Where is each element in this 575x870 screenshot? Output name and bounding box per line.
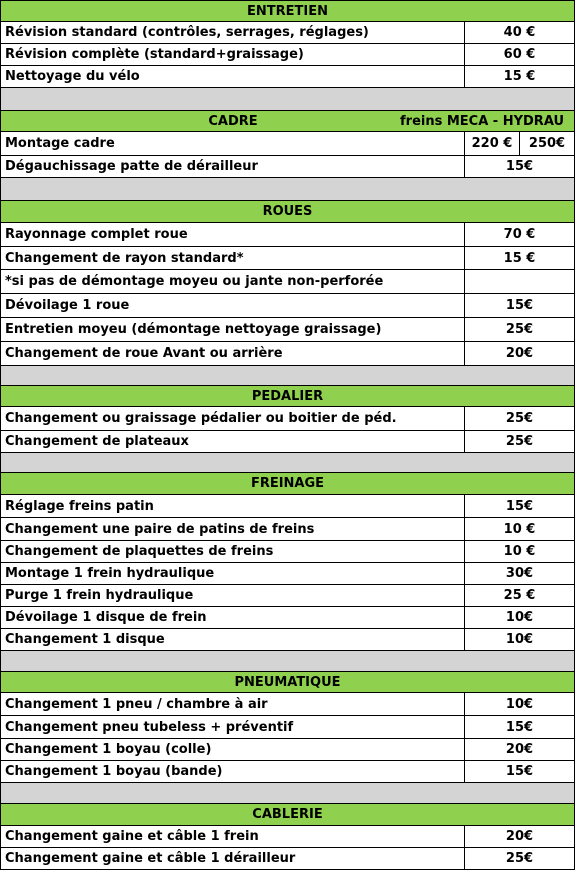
price-row (0, 155, 575, 178)
price-row (0, 131, 575, 156)
service-label: Dévoilage 1 roue (0, 293, 465, 318)
price-row (0, 606, 575, 629)
price-meca: 220 € (464, 131, 520, 156)
service-price: 25€ (464, 847, 575, 870)
service-label: Changement de plaquettes de freins (0, 540, 465, 563)
service-price: 10€ (464, 606, 575, 629)
section-title: PNEUMATIQUE (0, 671, 575, 693)
price-row (0, 562, 575, 585)
service-price: 60 € (464, 43, 575, 66)
service-label: Changement gaine et câble 1 dérailleur (0, 847, 465, 870)
price-row (0, 430, 575, 453)
service-price: 15€ (464, 494, 575, 518)
price-row (0, 692, 575, 716)
service-price: 20€ (464, 341, 575, 366)
section-separator (0, 177, 575, 201)
service-price: 40 € (464, 21, 575, 44)
price-row (0, 825, 575, 848)
price-hydrau: 250€ (519, 131, 575, 156)
section-separator (0, 87, 575, 111)
service-price: 15€ (464, 293, 575, 318)
section-separator (0, 365, 575, 386)
price-row (0, 341, 575, 366)
service-price: 20€ (464, 738, 575, 761)
service-price: 15 € (464, 246, 575, 270)
service-label: Révision complète (standard+graissage) (0, 43, 465, 66)
section-header-entretien (0, 0, 575, 22)
service-price: 25€ (464, 406, 575, 431)
price-row (0, 65, 575, 88)
service-price: 15€ (464, 715, 575, 739)
service-label: Changement pneu tubeless + préventif (0, 715, 465, 739)
service-label: Rayonnage complet roue (0, 222, 465, 247)
brake-type-note: freins MECA - HYDRAU (350, 110, 575, 132)
service-label: Changement de plateaux (0, 430, 465, 453)
section-header-cablerie (0, 803, 575, 826)
price-row (0, 760, 575, 783)
section-title: FREINAGE (0, 472, 575, 495)
service-price: 15 € (464, 65, 575, 88)
section-title: CABLERIE (0, 803, 575, 826)
price-row (0, 21, 575, 44)
section-title: PEDALIER (0, 385, 575, 407)
price-row (0, 540, 575, 563)
service-label: Changement une paire de patins de freins (0, 517, 465, 541)
service-price: 10 € (464, 540, 575, 563)
service-label: Révision standard (contrôles, serrages, réglages) (0, 21, 465, 44)
service-price: 10€ (464, 628, 575, 651)
section-header-cadre (0, 110, 575, 132)
service-label: Changement de roue Avant ou arrière (0, 341, 465, 366)
price-row (0, 43, 575, 66)
service-price: 30€ (464, 562, 575, 585)
footnote: *si pas de démontage moyeu ou jante non-perforée (0, 269, 465, 294)
service-label: Entretien moyeu (démontage nettoyage graissage) (0, 317, 465, 342)
section-title: CADRE (0, 110, 465, 132)
service-label: Changement 1 boyau (colle) (0, 738, 465, 761)
service-price: 70 € (464, 222, 575, 247)
service-price: 10 € (464, 517, 575, 541)
service-label: Dévoilage 1 disque de frein (0, 606, 465, 629)
service-price: 20€ (464, 825, 575, 848)
section-header-pedalier (0, 385, 575, 407)
price-row (0, 317, 575, 342)
section-separator (0, 782, 575, 804)
service-label: Purge 1 frein hydraulique (0, 584, 465, 607)
price-row (0, 406, 575, 431)
price-row (0, 494, 575, 518)
service-label: Montage 1 frein hydraulique (0, 562, 465, 585)
price-row (0, 715, 575, 739)
service-label: Changement 1 pneu / chambre à air (0, 692, 465, 716)
section-header-roues (0, 200, 575, 223)
service-label: Réglage freins patin (0, 494, 465, 518)
service-label: Nettoyage du vélo (0, 65, 465, 88)
section-title: ROUES (0, 200, 575, 223)
service-price: 25€ (464, 317, 575, 342)
price-row (0, 517, 575, 541)
service-label: Changement gaine et câble 1 frein (0, 825, 465, 848)
price-row (0, 738, 575, 761)
section-header-pneumatique (0, 671, 575, 693)
service-label: Montage cadre (0, 131, 465, 156)
section-separator (0, 650, 575, 672)
service-label: Changement de rayon standard* (0, 246, 465, 270)
service-label: Changement ou graissage pédalier ou boitier de péd. (0, 406, 465, 431)
service-label: Changement 1 boyau (bande) (0, 760, 465, 783)
service-price: 15€ (464, 760, 575, 783)
price-row (0, 246, 575, 270)
service-price: 25€ (464, 430, 575, 453)
section-separator (0, 452, 575, 473)
section-title: ENTRETIEN (0, 0, 575, 22)
section-header-freinage (0, 472, 575, 495)
price-row (0, 628, 575, 651)
service-price: 15€ (464, 155, 575, 178)
service-price: 25 € (464, 584, 575, 607)
price-row (0, 584, 575, 607)
service-label: Changement 1 disque (0, 628, 465, 651)
price-row (0, 222, 575, 247)
footnote-row (0, 269, 575, 294)
price-row (0, 293, 575, 318)
service-price: 10€ (464, 692, 575, 716)
service-label: Dégauchissage patte de dérailleur (0, 155, 465, 178)
price-row (0, 847, 575, 870)
